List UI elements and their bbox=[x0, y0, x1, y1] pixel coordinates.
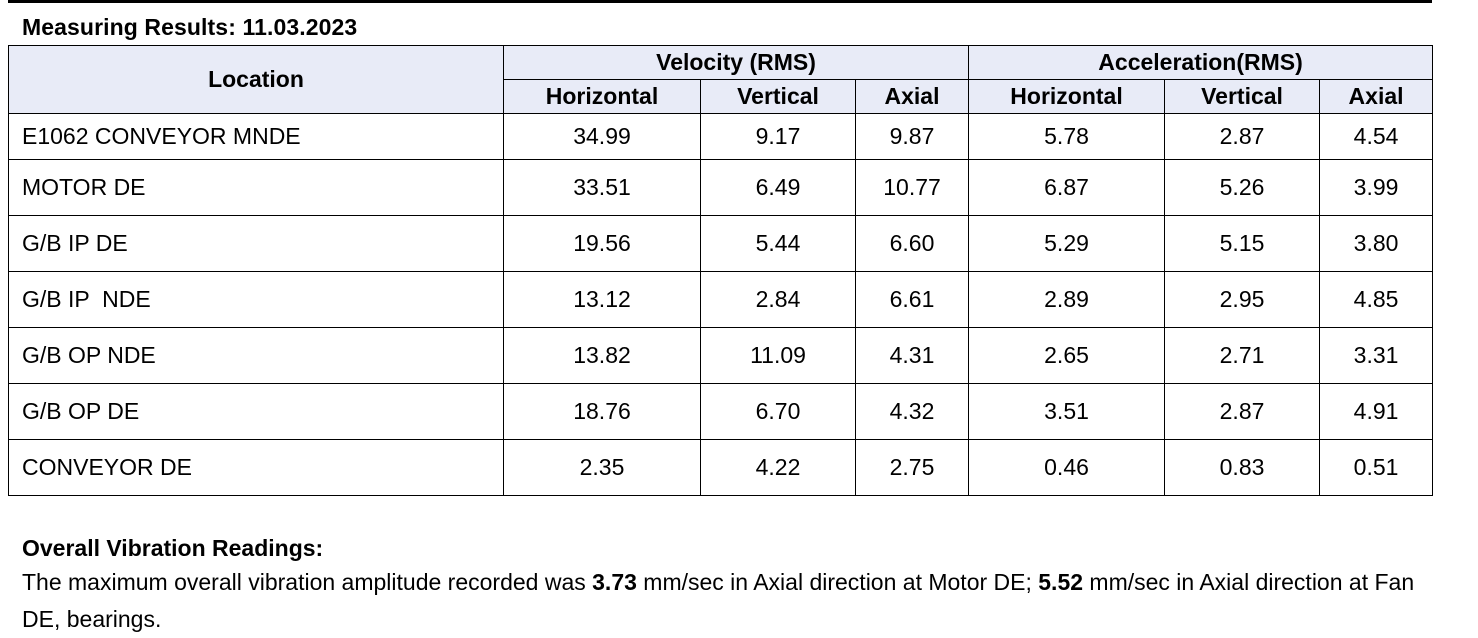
velocity-axial-cell: 9.87 bbox=[856, 114, 969, 160]
acceleration-axial-cell: 3.80 bbox=[1320, 216, 1433, 272]
acceleration-axial-cell: 3.99 bbox=[1320, 160, 1433, 216]
acceleration-axial-cell: 4.54 bbox=[1320, 114, 1433, 160]
acceleration-horizontal-cell: 2.65 bbox=[969, 328, 1165, 384]
velocity-axial-cell: 10.77 bbox=[856, 160, 969, 216]
top-rule bbox=[8, 0, 1432, 3]
page-title: Measuring Results: 11.03.2023 bbox=[22, 14, 358, 40]
velocity-header: Velocity (RMS) bbox=[504, 46, 969, 80]
measuring-results-table bbox=[8, 45, 1433, 496]
acceleration-vertical-cell: 5.15 bbox=[1165, 216, 1320, 272]
table-row bbox=[9, 440, 1433, 496]
summary-value-fan-de: 5.52 bbox=[1038, 569, 1084, 595]
velocity-axial-header: Axial bbox=[856, 80, 969, 114]
location-cell: MOTOR DE bbox=[9, 160, 504, 216]
location-cell: G/B IP NDE bbox=[9, 272, 504, 328]
velocity-horizontal-cell: 19.56 bbox=[504, 216, 701, 272]
acceleration-axial-header: Axial bbox=[1320, 80, 1433, 114]
acceleration-vertical-cell: 0.83 bbox=[1165, 440, 1320, 496]
velocity-vertical-cell: 9.17 bbox=[701, 114, 856, 160]
summary-value-motor-de: 3.73 bbox=[592, 569, 637, 595]
velocity-vertical-cell: 2.84 bbox=[701, 272, 856, 328]
velocity-horizontal-cell: 33.51 bbox=[504, 160, 701, 216]
acceleration-vertical-cell: 5.26 bbox=[1165, 160, 1320, 216]
table-row bbox=[9, 114, 1433, 160]
acceleration-axial-cell: 4.91 bbox=[1320, 384, 1433, 440]
acceleration-axial-cell: 0.51 bbox=[1320, 440, 1433, 496]
summary-paragraph bbox=[22, 564, 1442, 638]
acceleration-horizontal-cell: 6.87 bbox=[969, 160, 1165, 216]
acceleration-horizontal-header: Horizontal bbox=[969, 80, 1165, 114]
velocity-axial-cell: 4.32 bbox=[856, 384, 969, 440]
velocity-vertical-header: Vertical bbox=[701, 80, 856, 114]
acceleration-vertical-cell: 2.95 bbox=[1165, 272, 1320, 328]
table-row bbox=[9, 160, 1433, 216]
acceleration-vertical-header: Vertical bbox=[1165, 80, 1320, 114]
acceleration-axial-cell: 3.31 bbox=[1320, 328, 1433, 384]
velocity-vertical-cell: 6.49 bbox=[701, 160, 856, 216]
acceleration-horizontal-cell: 5.78 bbox=[969, 114, 1165, 160]
table-row bbox=[9, 272, 1433, 328]
velocity-vertical-cell: 6.70 bbox=[701, 384, 856, 440]
velocity-vertical-cell: 11.09 bbox=[701, 328, 856, 384]
table-row bbox=[9, 216, 1433, 272]
velocity-vertical-cell: 4.22 bbox=[701, 440, 856, 496]
summary-text-part1: The maximum overall vibration amplitude recorded was bbox=[22, 569, 593, 595]
acceleration-vertical-cell: 2.71 bbox=[1165, 328, 1320, 384]
velocity-vertical-cell: 5.44 bbox=[701, 216, 856, 272]
acceleration-axial-cell: 4.85 bbox=[1320, 272, 1433, 328]
velocity-horizontal-cell: 34.99 bbox=[504, 114, 701, 160]
location-cell: G/B OP NDE bbox=[9, 328, 504, 384]
velocity-axial-cell: 6.61 bbox=[856, 272, 969, 328]
header-group-row bbox=[9, 46, 1433, 80]
acceleration-horizontal-cell: 0.46 bbox=[969, 440, 1165, 496]
velocity-horizontal-cell: 13.82 bbox=[504, 328, 701, 384]
location-cell: E1062 CONVEYOR MNDE bbox=[9, 114, 504, 160]
velocity-horizontal-cell: 18.76 bbox=[504, 384, 701, 440]
table-row bbox=[9, 384, 1433, 440]
acceleration-horizontal-cell: 5.29 bbox=[969, 216, 1165, 272]
velocity-horizontal-cell: 2.35 bbox=[504, 440, 701, 496]
location-header: Location bbox=[9, 46, 504, 114]
velocity-axial-cell: 4.31 bbox=[856, 328, 969, 384]
acceleration-horizontal-cell: 3.51 bbox=[969, 384, 1165, 440]
velocity-horizontal-header: Horizontal bbox=[504, 80, 701, 114]
acceleration-horizontal-cell: 2.89 bbox=[969, 272, 1165, 328]
location-cell: G/B OP DE bbox=[9, 384, 504, 440]
acceleration-vertical-cell: 2.87 bbox=[1165, 114, 1320, 160]
location-cell: CONVEYOR DE bbox=[9, 440, 504, 496]
summary-title: Overall Vibration Readings: bbox=[22, 535, 324, 561]
velocity-horizontal-cell: 13.12 bbox=[504, 272, 701, 328]
table-row bbox=[9, 328, 1433, 384]
acceleration-header: Acceleration(RMS) bbox=[969, 46, 1433, 80]
velocity-axial-cell: 2.75 bbox=[856, 440, 969, 496]
summary-text-part3: mm/sec in Axial direction at Fan DE, bearings. bbox=[22, 569, 1415, 632]
location-cell: G/B IP DE bbox=[9, 216, 504, 272]
summary-text-part2: mm/sec in Axial direction at Motor DE; bbox=[636, 569, 1039, 595]
acceleration-vertical-cell: 2.87 bbox=[1165, 384, 1320, 440]
velocity-axial-cell: 6.60 bbox=[856, 216, 969, 272]
